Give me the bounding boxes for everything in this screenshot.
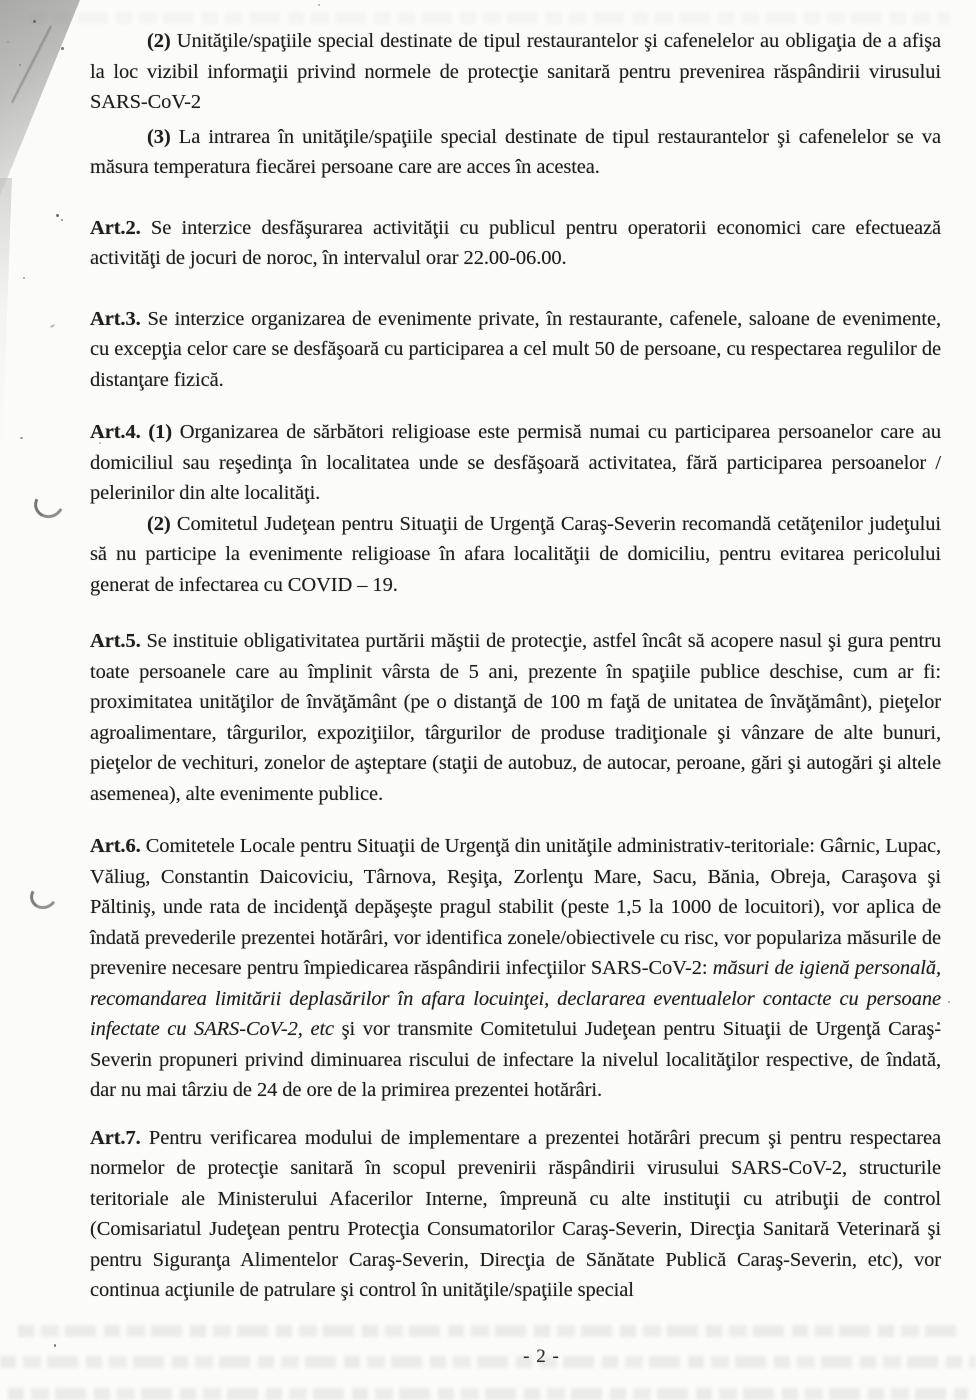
text-run: Pentru verificarea modului de implementare a prezentei hotărâri precum şi pentru respectarea normelor de protecţie sanitară în scopul prevenirii răspândirii virusului SARS-CoV-2, structurile teritoriale ale Ministerului Afacerilor Interne, împreună cu alte instituţii cu atribuţii de control (Comisariatul Judeţean pentru Protecţia Consumatorilor Caraş-Severin, Direcţia Sanitară Veterinară şi pentru Siguranţa Alimentelor Caraş-Severin, Direcţia de Sănătate Publică Caraş-Severin, etc), vor continua acţiunile de patrulare şi control în unităţile/spaţiile special bbox=[90, 1126, 941, 1301]
paragraph bbox=[90, 626, 941, 809]
scan-speck bbox=[20, 437, 23, 439]
scan-edge-streak bbox=[0, 178, 12, 458]
bleedthrough-ghost-line bbox=[18, 1325, 958, 1337]
paragraph bbox=[90, 831, 941, 1106]
text-run: Organizarea de sărbători religioase este permisă numai cu participarea persoanelor care au domiciliul sau reşedinţa în localitatea unde se desfăşoară activitatea, fără participarea persoanelor / pelerinilor din alte localităţi. bbox=[90, 421, 941, 504]
paragraph bbox=[90, 417, 941, 509]
bold-run: Art.4. (1) bbox=[90, 421, 172, 443]
scan-speck bbox=[318, 4, 320, 6]
text-run: La intrarea în unităţile/spaţiile special destinate de tipul restaurantelor şi cafenelelor se va măsura temperatura fiecărei persoane care are acces în acestea. bbox=[90, 125, 941, 178]
bold-run: Art.7. bbox=[90, 1126, 149, 1149]
scan-speck bbox=[19, 64, 21, 66]
text-run: Se instituie obligativitatea purtării măştii de protecţie, astfel încât să acopere nasul şi gura pentru toate persoanele care au împlinit vârsta de 5 ani, prezente în spaţiile publice deschise, cum ar fi: proximitatea unităţilor de învăţământ (pe o distanţă de 100 m faţă de unitatea de învăţământ), pieţelor agroalimentare, târgurilor, expoziţiilor, târgurilor de produse tradiţionale şi vânzare de alte bunuri, pieţelor de vechituri, zonelor de aşteptare (staţii de autobuz, de autocar, peroane, gări şi autogări şi altele asemenea), alte evenimente publice. bbox=[90, 630, 941, 805]
scan-speck bbox=[50, 324, 55, 328]
bleedthrough-ghost-line bbox=[30, 12, 950, 24]
scan-crescent-mark bbox=[27, 881, 60, 912]
paragraph bbox=[90, 213, 941, 274]
paragraph bbox=[90, 122, 941, 183]
paragraph bbox=[90, 304, 941, 396]
bold-run: (3) bbox=[147, 125, 179, 148]
scan-speck bbox=[7, 41, 9, 43]
text-run: Comitetele Locale pentru Situaţii de Urgenţă din unităţile administrativ-teritoriale: Gârnic, Lupac, Văliug, Constantin Daicoviciu, Târnova, Reşiţa, Zorlenţu Mare, Sacu, Bănia, Obreja, Caraşova şi Păltiniş, unde rata de incidenţă depăşeşte pragul stabilit (peste 1,5 la 1000 de locuitori), vor aplica de îndată prevederile prezentei hotărâri, vor identifica zonele/obiectivele cu risc, vor populariza măsurile de prevenire necesare pentru împiedicarea răspândirii infecţiilor SARS-CoV-2: bbox=[90, 835, 942, 979]
italic-run: măsuri de igienă personală, recomandarea limitării deplasărilor în afara locuinţei, declararea eventualelor contacte cu persoane infectate cu SARS-CoV-2, etc bbox=[90, 957, 941, 1040]
bold-run: Art.2. bbox=[90, 216, 151, 239]
paragraph bbox=[90, 26, 941, 118]
document-body bbox=[90, 26, 941, 1306]
text-run: Comitetul Judeţean pentru Situaţii de Urgenţă Caraş-Severin recomandă cetăţenilor judeţului să nu participe la evenimente religioase în afara localităţii de domiciliu, pentru evitarea pericolului generat de infectarea cu COVID – 19. bbox=[90, 512, 941, 596]
scan-speck bbox=[948, 1001, 950, 1003]
scan-speck bbox=[61, 219, 63, 221]
paragraph bbox=[90, 1123, 941, 1306]
bold-run: Art.3. bbox=[90, 307, 148, 330]
bold-run: Art.6. bbox=[90, 835, 146, 857]
page-number: - 2 - bbox=[523, 1346, 560, 1367]
bold-run: (2) bbox=[147, 512, 177, 535]
text-run: Se interzice organizarea de evenimente private, în restaurante, cafenele, saloane de evenimente, cu excepţia celor care se desfăşoară cu participarea a cel mult 50 de persoane, cu respectarea regulilor de distanţare fizică. bbox=[90, 307, 941, 391]
text-run: Unităţile/spaţiile special destinate de tipul restaurantelor şi cafenelelor au obligaţia de a afişa la loc vizibil informaţii privind normele de protecţie sanitară pentru prevenirea răspândirii virusului SARS-CoV-2 bbox=[90, 30, 941, 113]
scan-speck bbox=[56, 214, 59, 217]
bleedthrough-ghost-line bbox=[8, 1388, 968, 1400]
scan-crescent-mark bbox=[30, 486, 68, 523]
bold-run: Art.5. bbox=[90, 630, 147, 652]
scan-speck bbox=[54, 1344, 56, 1347]
scan-speck bbox=[23, 277, 25, 279]
text-run: şi vor transmite Comitetului Judeţean pentru Situaţii de Urgenţă Caraş-Severin propuneri privind diminuarea riscului de infectare la nivelul localităţilor respective, de îndată, dar nu mai târziu de 24 de ore de la primirea prezentei hotărâri. bbox=[90, 1018, 941, 1101]
bold-run: (2) bbox=[147, 30, 177, 52]
text-run: Se interzice desfăşurarea activităţii cu publicul pentru operatorii economici care efectuează activităţi de jocuri de noroc, în intervalul orar 22.00-06.00. bbox=[90, 216, 941, 269]
paragraph bbox=[90, 509, 941, 601]
scan-speck bbox=[61, 47, 64, 50]
